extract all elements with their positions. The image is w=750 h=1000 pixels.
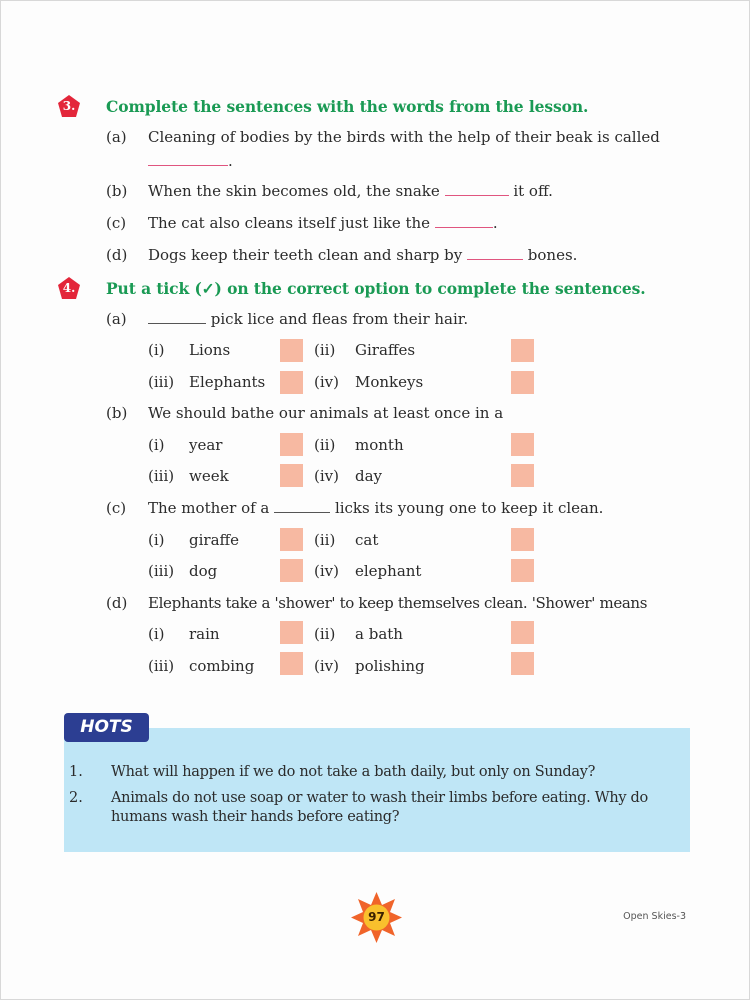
q4b-opt4-num: (iv) (314, 467, 339, 485)
q4a-opt1-num: (i) (148, 341, 165, 359)
q3c-line (148, 214, 498, 232)
q4b-opt2-tick-box[interactable] (511, 433, 534, 456)
q3d-text-end: bones. (527, 246, 578, 264)
q4-badge (58, 277, 80, 299)
q3c-text: The cat also cleans itself just like the (148, 214, 431, 232)
q4c-text: The mother of a (148, 499, 270, 517)
q4b-opt3-num: (iii) (148, 467, 175, 485)
q3d-text: Dogs keep their teeth clean and sharp by (148, 246, 463, 264)
q4d-opt2-tick-box[interactable] (511, 621, 534, 644)
q4c-opt2-tick-box[interactable] (511, 528, 534, 551)
q4d-opt3-text: combing (189, 657, 255, 675)
q4b-opt2-num: (ii) (314, 436, 336, 454)
q3a-answer-line (148, 152, 233, 170)
hots-q2-text: Animals do not use soap or water to wash their limbs before eating. Why do (111, 790, 648, 806)
q4c-opt1-tick-box[interactable] (280, 528, 303, 551)
q4c-blank[interactable] (274, 499, 330, 513)
q4d-text: Elephants take a 'shower' to keep themselves clean. 'Shower' means (148, 594, 648, 612)
hots-q1-num: 1. (69, 764, 83, 780)
q3-number: 3. (62, 99, 76, 113)
q4d-opt2-num: (ii) (314, 625, 336, 643)
q4c-opt1-text: giraffe (189, 531, 240, 549)
q3b-text-end: it off. (513, 182, 553, 200)
q4-title: Put a tick (✓) on the correct option to complete the sentences. (106, 278, 646, 298)
q4a-opt4-tick-box[interactable] (511, 371, 534, 394)
q3a-text-end: . (228, 152, 233, 170)
q4a-opt2-text: Giraffes (355, 341, 416, 359)
q3b-line (148, 182, 553, 200)
q4b-opt1-text: year (189, 436, 223, 454)
q4d-opt3-num: (iii) (148, 657, 175, 675)
page-number-star (350, 891, 403, 944)
q4b-opt3-text: week (189, 467, 229, 485)
q4c-opt4-tick-box[interactable] (511, 559, 534, 582)
q4a-opt4-text: Monkeys (355, 373, 424, 391)
q3b-text: When the skin becomes old, the snake (148, 182, 440, 200)
q4a-label: (a) (106, 310, 127, 328)
q4b-opt4-tick-box[interactable] (511, 464, 534, 487)
q4c-opt4-text: elephant (355, 562, 422, 580)
q4-heading (58, 277, 646, 299)
q4c-opt3-tick-box[interactable] (280, 559, 303, 582)
q3a-text: Cleaning of bodies by the birds with the help of their beak is called (148, 128, 660, 146)
q4c-opt4-num: (iv) (314, 562, 339, 580)
q3d-blank[interactable] (467, 246, 523, 260)
q4b-opt4-text: day (355, 467, 383, 485)
page-number: 97 (368, 910, 385, 924)
q3b-blank[interactable] (445, 182, 509, 196)
q3a-label: (a) (106, 128, 127, 146)
q4a-opt2-num: (ii) (314, 341, 336, 359)
q4d-label: (d) (106, 594, 128, 612)
q4c-text-end: licks its young one to keep it clean. (334, 499, 604, 517)
q4b-text: We should bathe our animals at least once in a (148, 404, 504, 422)
q4c-label: (c) (106, 499, 127, 517)
q4a-opt1-text: Lions (189, 341, 231, 359)
q4a-line (148, 310, 468, 328)
q4a-opt2-tick-box[interactable] (511, 339, 534, 362)
q3b-label: (b) (106, 182, 128, 200)
q4c-opt1-num: (i) (148, 531, 165, 549)
q4d-opt3-tick-box[interactable] (280, 652, 303, 675)
q3c-text-end: . (492, 214, 498, 232)
hots-q2-text-cont: humans wash their hands before eating? (111, 809, 400, 825)
q3d-label: (d) (106, 246, 128, 264)
q4a-opt3-num: (iii) (148, 373, 175, 391)
q3c-label: (c) (106, 214, 127, 232)
q4a-opt3-tick-box[interactable] (280, 371, 303, 394)
q4d-opt2-text: a bath (355, 625, 403, 643)
q4d-opt1-text: rain (189, 625, 220, 643)
q4d-opt4-num: (iv) (314, 657, 339, 675)
q4b-opt1-tick-box[interactable] (280, 433, 303, 456)
q4b-opt1-num: (i) (148, 436, 165, 454)
q4c-opt2-text: cat (355, 531, 379, 549)
q4c-opt3-num: (iii) (148, 562, 175, 580)
q4a-blank[interactable] (148, 310, 206, 324)
q4b-label: (b) (106, 404, 128, 422)
q4d-opt1-tick-box[interactable] (280, 621, 303, 644)
q4d-opt4-tick-box[interactable] (511, 652, 534, 675)
q4b-opt2-text: month (355, 436, 404, 454)
q3-badge (58, 95, 80, 117)
book-title: Open Skies-3 (623, 911, 686, 922)
hots-tab: HOTS (64, 713, 149, 742)
q4a-opt1-tick-box[interactable] (280, 339, 303, 362)
q4-number: 4. (62, 281, 76, 295)
q3d-line (148, 246, 577, 264)
q4b-opt3-tick-box[interactable] (280, 464, 303, 487)
q4a-opt3-text: Elephants (189, 373, 266, 391)
q4a-opt4-num: (iv) (314, 373, 339, 391)
q4d-opt1-num: (i) (148, 625, 165, 643)
q3c-blank[interactable] (435, 214, 493, 228)
hots-q1-text: What will happen if we do not take a bath daily, but only on Sunday? (111, 764, 596, 780)
q4c-line (148, 499, 603, 517)
hots-q2-num: 2. (69, 790, 83, 806)
q4a-text: pick lice and fleas from their hair. (210, 310, 469, 328)
q3-heading (58, 95, 588, 117)
q3-title: Complete the sentences with the words from the lesson. (106, 96, 589, 116)
q4d-opt4-text: polishing (355, 657, 425, 675)
q4c-opt3-text: dog (189, 562, 218, 580)
q4c-opt2-num: (ii) (314, 531, 336, 549)
q3a-blank[interactable] (148, 152, 228, 166)
